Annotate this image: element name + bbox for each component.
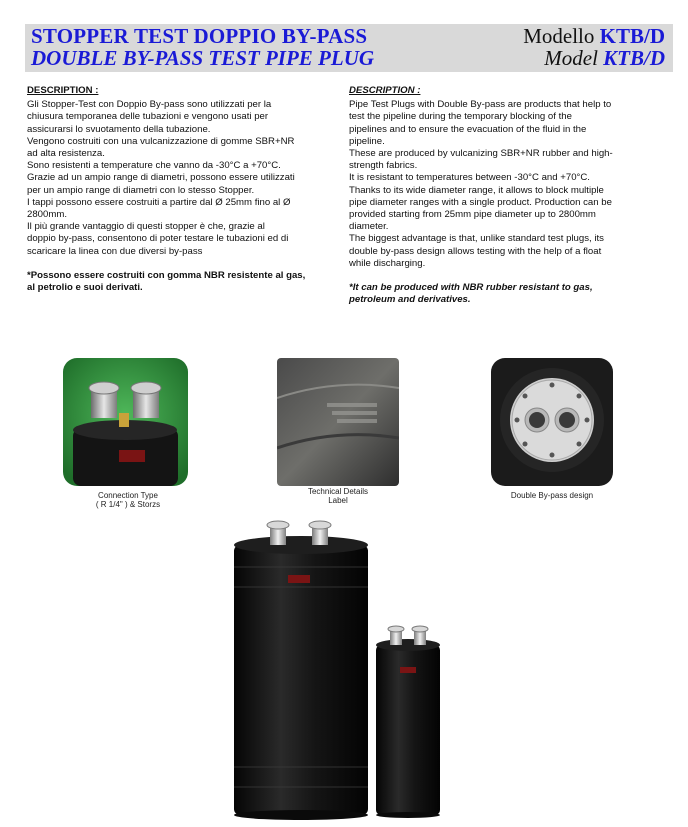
model-italian: Modello KTB/D bbox=[523, 24, 665, 48]
title-english: DOUBLE BY-PASS TEST PIPE PLUG bbox=[31, 46, 375, 70]
note-line: *It can be produced with NBR rubber resistant to gas, bbox=[349, 282, 593, 294]
nbr-note bbox=[349, 282, 659, 306]
product-plugs-photo bbox=[228, 517, 454, 820]
description-line: test the pipeline during the temporary blocking of the bbox=[349, 111, 572, 123]
description-line: Il più grande vantaggio di questi stopper è che, grazie al bbox=[27, 221, 265, 233]
description-line: The biggest advantage is that, unlike standard test plugs, its bbox=[349, 233, 604, 245]
technical-label-photo bbox=[277, 358, 399, 486]
description-line: doppio by-pass, consentono di poter testare le tubazioni ed di bbox=[27, 233, 289, 245]
model-english: Model KTB/D bbox=[544, 46, 665, 70]
note-line: *Possono essere costruiti con gomma NBR resistente al gas, bbox=[27, 269, 306, 281]
double-bypass-caption: Double By-pass design bbox=[510, 491, 594, 500]
connection-type-caption: Connection Type ( R 1/4" ) & Storzs bbox=[95, 491, 161, 509]
model-code: KTB/D bbox=[603, 46, 665, 70]
note-line: petroleum and derivatives. bbox=[349, 294, 471, 306]
description-line: Pipe Test Plugs with Double By-pass are products that help to bbox=[349, 99, 612, 111]
description-line: I tappi possono essere costruiti a partire dal Ø 25mm fino al Ø bbox=[27, 196, 291, 208]
nbr-note bbox=[27, 270, 334, 294]
note-line: al petrolio e suoi derivati. bbox=[27, 282, 143, 294]
description-line: Sono resistenti a temperature che vanno da -30°C a +70°C. bbox=[27, 160, 281, 172]
description-line: while discharging. bbox=[349, 257, 426, 269]
description-line: It is resistant to temperatures between -30°C and +70°C. bbox=[349, 172, 590, 184]
description-line: Vengono costruiti con una vulcanizzazione di gomme SBR+NR bbox=[27, 135, 295, 147]
model-code: KTB/D bbox=[599, 24, 665, 48]
description-english bbox=[349, 85, 659, 306]
description-line: ad alta resistenza. bbox=[27, 148, 105, 160]
description-line: assicurarsi lo svuotamento della tubazione. bbox=[27, 123, 211, 135]
description-line: pipe diameter ranges with a single product. Production can be bbox=[349, 196, 612, 208]
description-line: Grazie ad un ampio range di diametri, possono essere utilizzati bbox=[27, 172, 295, 184]
description-line: strength fabrics. bbox=[349, 160, 418, 172]
description-line: diameter. bbox=[349, 221, 389, 233]
description-line: scaricare la linea con due diversi by-pass bbox=[27, 245, 203, 257]
description-heading: DESCRIPTION : bbox=[349, 85, 421, 96]
header-banner bbox=[25, 24, 673, 72]
description-line: pipelines and to ensure the evacuation of the fluid in the bbox=[349, 123, 587, 135]
title-italian: STOPPER TEST DOPPIO BY-PASS bbox=[31, 24, 368, 48]
description-italian bbox=[27, 85, 334, 294]
description-line: provided starting from 25mm pipe diameter up to 2800mm bbox=[349, 209, 596, 221]
description-line: double by-pass design allows testing with the help of a float bbox=[349, 245, 602, 257]
double-bypass-photo bbox=[491, 358, 613, 486]
description-line: per un ampio range di diametri con lo stesso Stopper. bbox=[27, 184, 255, 196]
description-line: Thanks to its wide diameter range, it allows to block multiple bbox=[349, 184, 604, 196]
description-heading: DESCRIPTION : bbox=[27, 85, 99, 96]
description-line: These are produced by vulcanizing SBR+NR rubber and high- bbox=[349, 148, 613, 160]
technical-label-caption: Technical Details Label bbox=[307, 487, 369, 505]
description-line: chiusura temporanea delle tubazioni e vengono usati per bbox=[27, 111, 269, 123]
description-line: Gli Stopper-Test con Doppio By-pass sono utilizzati per la bbox=[27, 99, 272, 111]
description-line: 2800mm. bbox=[27, 209, 67, 221]
connection-type-photo bbox=[63, 358, 188, 486]
description-line: pipeline. bbox=[349, 135, 385, 147]
